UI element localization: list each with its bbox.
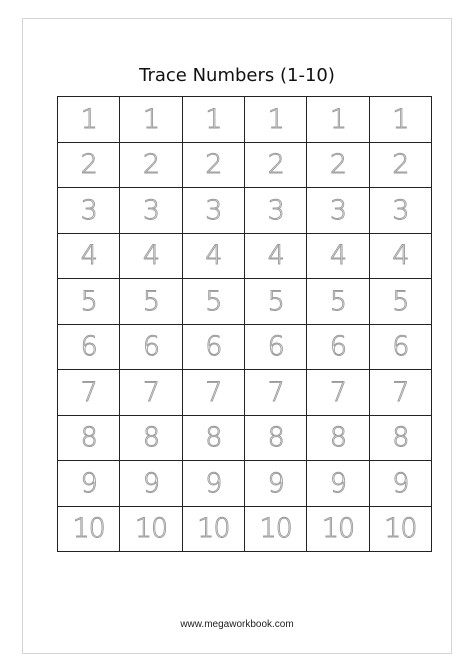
trace-cell: [245, 325, 307, 371]
trace-number: 8: [80, 422, 97, 454]
trace-number: 10: [321, 513, 355, 545]
trace-cell: [120, 507, 182, 553]
trace-cell: [245, 188, 307, 234]
trace-cell: [370, 325, 432, 371]
trace-number: 10: [134, 513, 168, 545]
trace-number: 7: [329, 376, 347, 408]
trace-number: 8: [142, 422, 160, 454]
trace-cell: [183, 507, 245, 553]
trace-number: 5: [329, 285, 347, 317]
trace-number: 8: [267, 422, 284, 454]
trace-number: 1: [267, 103, 284, 135]
trace-number: 10: [259, 513, 292, 545]
trace-number: 4: [80, 240, 97, 272]
trace-number: 4: [392, 240, 409, 272]
trace-number: 8: [392, 422, 409, 454]
trace-cell: [307, 370, 369, 416]
trace-cell: [245, 416, 307, 462]
trace-number: 6: [80, 331, 97, 363]
tracing-grid: [57, 96, 432, 552]
trace-number: 9: [329, 467, 347, 499]
trace-number: 5: [205, 285, 222, 317]
trace-number: 2: [205, 149, 222, 181]
trace-number: 10: [384, 513, 417, 545]
trace-number: 7: [142, 376, 160, 408]
trace-number: 10: [197, 513, 230, 545]
trace-number: 9: [80, 467, 97, 499]
trace-number: 2: [392, 149, 409, 181]
trace-cell: [370, 143, 432, 189]
trace-number: 3: [205, 194, 222, 226]
trace-number: 6: [329, 331, 347, 363]
trace-cell: [120, 370, 182, 416]
trace-number: 5: [142, 285, 160, 317]
trace-cell: [120, 325, 182, 371]
trace-cell: [370, 416, 432, 462]
trace-cell: [120, 416, 182, 462]
trace-cell: [183, 416, 245, 462]
trace-number: 5: [392, 285, 409, 317]
trace-number: 1: [142, 103, 160, 135]
trace-number: 4: [205, 240, 222, 272]
trace-number: 8: [205, 422, 222, 454]
trace-cell: [183, 279, 245, 325]
trace-cell: [120, 234, 182, 280]
trace-cell: [245, 461, 307, 507]
trace-number: 5: [80, 285, 97, 317]
trace-cell: [58, 325, 120, 371]
trace-number: 2: [80, 149, 97, 181]
trace-number: 2: [267, 149, 284, 181]
trace-number: 7: [80, 376, 97, 408]
trace-cell: [245, 279, 307, 325]
trace-number: 6: [267, 331, 284, 363]
trace-cell: [58, 370, 120, 416]
trace-cell: [58, 234, 120, 280]
trace-cell: [245, 234, 307, 280]
trace-number: 6: [142, 331, 160, 363]
trace-cell: [307, 325, 369, 371]
trace-cell: [58, 279, 120, 325]
trace-cell: [370, 279, 432, 325]
trace-cell: [183, 370, 245, 416]
worksheet-page: [22, 18, 452, 654]
trace-number: 2: [329, 149, 347, 181]
trace-cell: [183, 325, 245, 371]
trace-cell: [307, 143, 369, 189]
trace-number: 7: [267, 376, 284, 408]
trace-cell: [120, 143, 182, 189]
trace-cell: [58, 188, 120, 234]
trace-number: 9: [205, 467, 222, 499]
trace-cell: [183, 461, 245, 507]
trace-cell: [183, 234, 245, 280]
trace-number: 4: [329, 240, 347, 272]
trace-cell: [307, 234, 369, 280]
trace-cell: [307, 279, 369, 325]
trace-number: 2: [142, 149, 160, 181]
trace-number: 1: [392, 103, 409, 135]
trace-number: 3: [142, 194, 160, 226]
trace-cell: [370, 97, 432, 143]
trace-number: 6: [392, 331, 409, 363]
trace-cell: [307, 507, 369, 553]
page-title: Trace Numbers (1-10): [139, 65, 335, 86]
trace-number: 7: [205, 376, 222, 408]
trace-cell: [58, 97, 120, 143]
trace-number: 5: [267, 285, 284, 317]
trace-cell: [58, 416, 120, 462]
trace-cell: [370, 188, 432, 234]
trace-number: 10: [72, 513, 105, 545]
trace-number: 7: [392, 376, 409, 408]
trace-cell: [307, 97, 369, 143]
trace-number: 9: [392, 467, 409, 499]
trace-cell: [245, 143, 307, 189]
trace-number: 3: [80, 194, 97, 226]
trace-number: 4: [267, 240, 284, 272]
trace-cell: [183, 143, 245, 189]
trace-number: 1: [205, 103, 222, 135]
trace-cell: [58, 143, 120, 189]
trace-cell: [183, 97, 245, 143]
trace-cell: [245, 97, 307, 143]
trace-cell: [120, 461, 182, 507]
trace-number: 1: [80, 103, 97, 135]
trace-cell: [58, 461, 120, 507]
trace-number: 3: [267, 194, 284, 226]
trace-cell: [120, 279, 182, 325]
trace-cell: [307, 461, 369, 507]
trace-number: 9: [142, 467, 160, 499]
trace-cell: [245, 507, 307, 553]
trace-cell: [370, 461, 432, 507]
footer-url: www.megaworkbook.com: [180, 619, 294, 630]
trace-cell: [245, 370, 307, 416]
trace-cell: [120, 97, 182, 143]
trace-cell: [307, 416, 369, 462]
trace-number: 9: [267, 467, 284, 499]
trace-number: 1: [329, 103, 347, 135]
trace-cell: [370, 234, 432, 280]
trace-cell: [183, 188, 245, 234]
trace-number: 6: [205, 331, 222, 363]
trace-number: 4: [142, 240, 160, 272]
trace-number: 8: [329, 422, 347, 454]
trace-cell: [370, 507, 432, 553]
trace-number: 3: [392, 194, 409, 226]
trace-cell: [307, 188, 369, 234]
trace-cell: [120, 188, 182, 234]
trace-cell: [370, 370, 432, 416]
trace-cell: [58, 507, 120, 553]
trace-number: 3: [329, 194, 347, 226]
